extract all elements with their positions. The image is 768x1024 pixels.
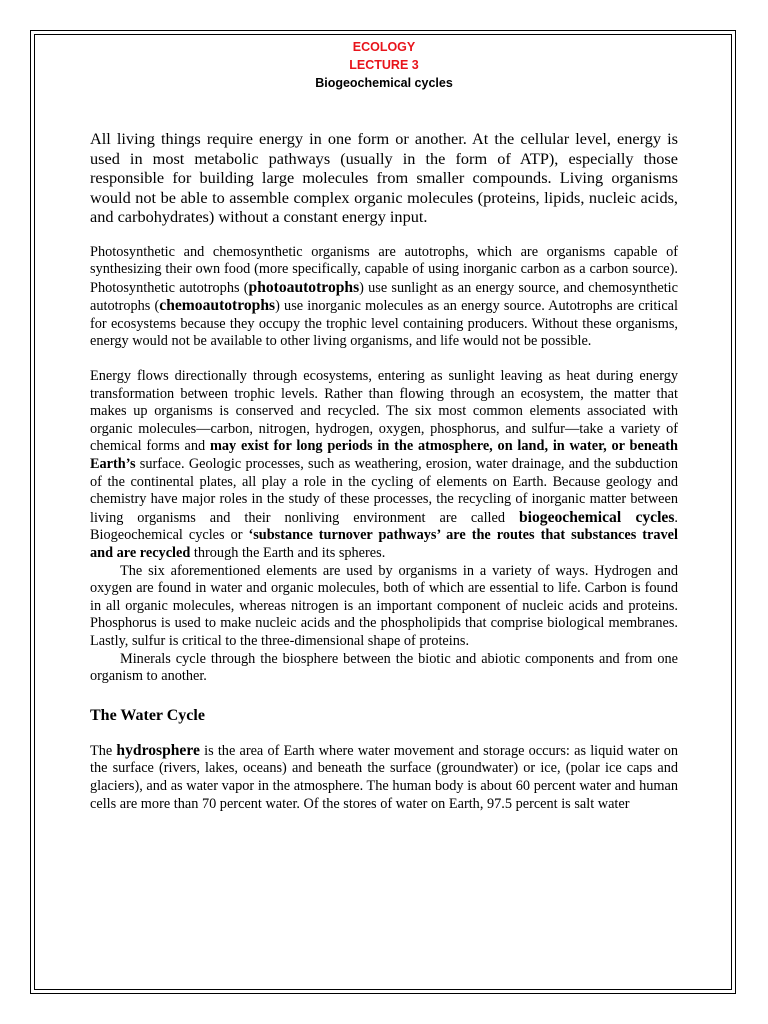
intro-paragraph: All living things require energy in one form or another. At the cellular level, energy is used in most metabolic pathways (usually in the form of ATP), especially those responsible for building large molecules from smaller compounds. Living organisms would not be able to assemble complex organic molecules (proteins, lipids, nucleic acids, and carbohydrates) without a constant energy input. [90,129,678,226]
energy-flow-paragraph [90,368,678,563]
document-body [90,38,678,813]
term-biogeochemical-cycles: biogeochemical cycles [518,508,675,526]
term-hydrosphere: hydrosphere [116,741,200,759]
text-run: is the area of Earth where water movement and storage occurs: as liquid water on the surface (rivers, lakes, oceans) and beneath the surface (groundwater) or ice, (polar ice caps and glaciers), and as water vapor in the atmosphere. The human body is about 60 percent water and human cells are more than 70 percent water. Of the stores of water on Earth, 97.5 percent is salt water [90,742,678,812]
lecture-number: LECTURE 3 [349,58,419,72]
minerals-paragraph: Minerals cycle through the biosphere between the biotic and abiotic components and from one organism to another. [90,650,678,685]
bold-phrase: ‘substance turnover pathways’ are the routes that substances travel and are recycled [90,527,679,561]
term-chemoautotrophs: chemoautotrophs [159,297,276,315]
section-heading: The Water Cycle [90,706,205,724]
course-title: ECOLOGY [352,40,416,54]
text-run: The [90,742,117,759]
text-run: surface. Geologic processes, such as weathering, erosion, water drainage, and the subduction of the continental plates, all play a role in the cycling of elements on Earth. Because geology and chemistry have major roles in the study of these processes, the recycling of inorganic matter between living organisms and their nonliving environment are called [90,456,678,526]
text-run: Photosynthetic and chemosynthetic organisms are autotrophs, which are organisms capable of synthesizing their own food (more specifically, capable of using inorganic carbon as a carbon source). Photosynthetic autotrophs ( [90,243,678,296]
header [90,38,678,92]
text-run: Energy flows directionally through ecosystems, entering as sunlight leaving as heat during energy transformation between trophic levels. Rather than flowing through an ecosystem, the matter that makes up organisms is conserved and recycled. The six most common elements associated with organic molecules—carbon, nitrogen, hydrogen, oxygen, phosphorus, and sulfur—take a variety of chemical forms and [90,368,678,455]
term-photoautotrophs: photoautotrophs [248,278,360,296]
lecture-subtitle: Biogeochemical cycles [315,76,453,90]
text-run: ) use sunlight as an energy source, and chemosynthetic autotrophs ( [90,279,678,315]
hydrosphere-paragraph [90,742,678,813]
text-run: ) use inorganic molecules as an energy source. Autotrophs are critical for ecosystems because they occupy the trophic level containing producers. Without these organisms, energy would not be available to other living organisms, and life would not be possible. [90,298,678,350]
elements-paragraph: The six aforementioned elements are used by organisms in a variety of ways. Hydrogen and oxygen are found in water and organic molecules, both of which are essential to life. Carbon is found in all organic molecules, whereas nitrogen is an important component of nucleic acids and proteins. Phosphorus is used to make nucleic acids and the phospholipids that comprise biological membranes. Lastly, sulfur is critical to the three-dimensional shape of proteins. [90,562,678,649]
text-run: . Biogeochemical cycles or [90,509,678,544]
text-run: through the Earth and its spheres. [190,545,386,561]
bold-phrase: may exist for long periods in the atmosphere, on land, in water, or beneath Earth’s [90,438,678,473]
autotrophs-paragraph [90,244,678,352]
